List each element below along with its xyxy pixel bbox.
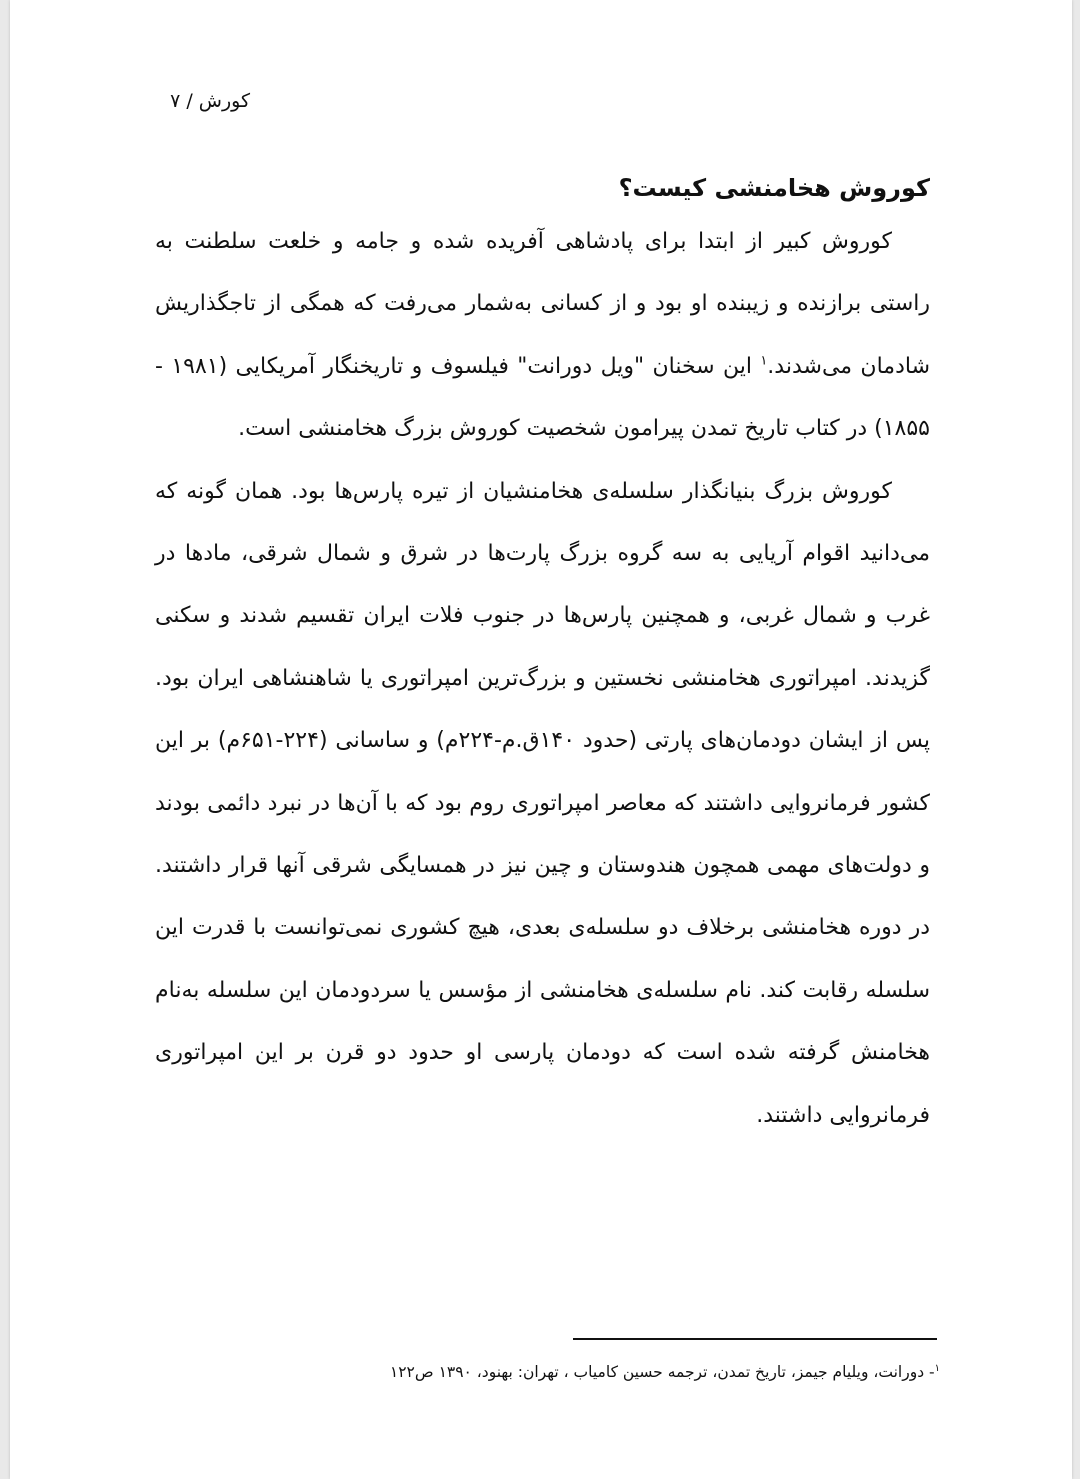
footnote [155, 1357, 940, 1387]
section-heading: کوروش هخامنشی کیست؟ [618, 174, 930, 202]
paragraph-1-text-b: این سخنان "ویل دورانت" فیلسوف و تاریخنگار آمریکایی (۱۹۸۱ - ۱۸۵۵) در کتاب تاریخ تمدن پیرامون شخصیت کوروش بزرگ هخامنشی است. [155, 353, 930, 442]
article-body [155, 165, 930, 1147]
footnote-text: - دورانت، ویلیام جیمز، تاریخ تمدن، ترجمه حسین کامیاب ، تهران: بهنود، ۱۳۹۰ ص۱۲۲ [389, 1363, 935, 1381]
paragraph-1-text-a: کوروش کبیر از ابتدا برای پادشاهی آفریده شده و جامه و خلعت سلطنت به راستی برازنده و زیبنده او بود و از کسانی به‌شمار می‌رفت که همگی از تاجگذاریش شادمان می‌شدند. [155, 229, 931, 379]
footnote-divider [573, 1338, 937, 1340]
paragraph-2 [155, 461, 930, 1147]
footnote-marker: ۱ [934, 1362, 940, 1374]
footnote-reference[interactable]: ۱ [760, 353, 768, 369]
document-page [10, 0, 1072, 1479]
paragraph-2-text: کوروش بزرگ بنیانگذار سلسله‌ی هخامنشیان از تیره پارس‌ها بود. همان گونه که می‌دانید اقوام آریایی به سه گروه بزرگ پارت‌ها در شرق و شمال شرقی، مادها در غرب و شمال غربی، و همچنین پارس‌ها در جنوب فلات ایران تقسیم شدند و سکنی گزیدند. امپراتوری هخامنشی نخستین و بزرگ‌ترین امپراتوری یا شاهنشاهی ایران بود. پس از ایشان دودمان‌های پارتی (حدود ۱۴۰ق.م-۲۲۴م) و ساسانی (۲۲۴-۶۵۱م) بر این کشور فرمانروایی داشتند که معاصر امپراتوری روم بود که با آن‌ها در نبرد دائمی بودند و دولت‌های مهمی همچون هندوستان و چین نیز در همسایگی شرقی آنها قرار داشتند. در دوره هخامنشی برخلاف دو سلسله‌ی بعدی، هیچ کشوری نمی‌توانست با قدرت این سلسله رقابت کند. نام سلسله‌ی هخامنشی از مؤسس یا سردودمان این سلسله به‌نام هخامنش گرفته شده است که دودمان پارسی او حدود دو قرن بر این امپراتوری فرمانروایی داشتند. [155, 478, 931, 1128]
running-header: کورش / ۷ [170, 90, 250, 112]
paragraph-1 [155, 211, 930, 461]
